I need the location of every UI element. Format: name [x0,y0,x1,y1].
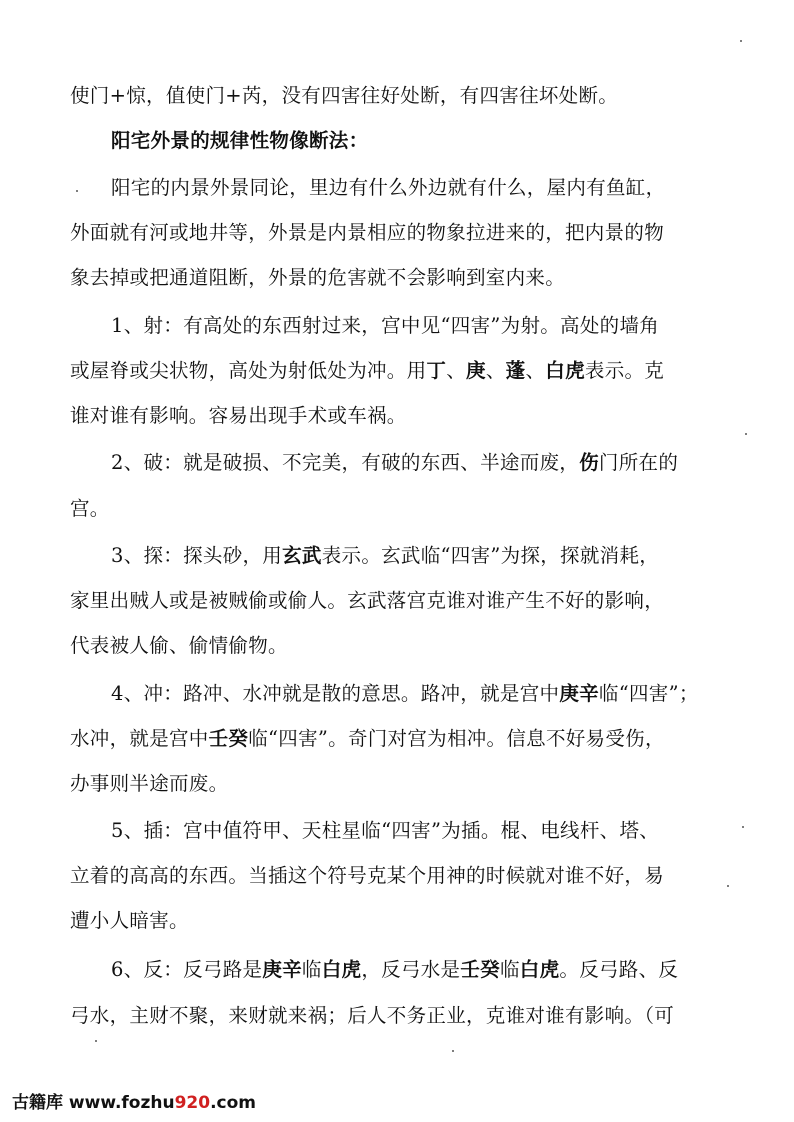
text-line [111,313,659,339]
text-run: 家里出贼人或是被贼偷或偷人。玄武落宫克谁对谁产生不好的影响， [70,589,665,612]
text-line [70,496,110,522]
scan-speck [742,826,744,828]
bold-term: 壬癸 [460,958,500,981]
text-run: 遭小人暗害。 [70,909,189,932]
text-run: 3、探：探头砂，用 [111,544,283,567]
bold-term: 白虎 [545,359,585,382]
bold-term: 白虎 [519,958,560,981]
text-line [70,726,665,752]
footer-url-suffix: .com [210,1093,257,1113]
scan-speck [95,1040,97,1042]
text-line [111,175,665,201]
text-run: 使门+惊，值使门+芮，没有四害往好处断，有四害往坏处断。 [70,84,619,107]
text-run: 2、破：就是破损、不完美，有破的东西、半途而废， [111,451,580,474]
footer-url-prefix: www.fozhu [68,1093,175,1113]
watermark-footer [12,1088,256,1113]
text-line [70,265,565,291]
text-line [111,681,699,707]
text-run: 6、反：反弓路是 [111,958,263,981]
text-run: 临“四害”； [598,682,699,705]
scan-speck [452,1050,454,1052]
text-run: 办事则半途而废。 [70,772,229,795]
text-run: 5、插：宫中值符甲、天柱星临“四害”为插。棍、电线杆、塔、 [111,819,660,842]
text-run: 宫。 [70,497,110,520]
text-run: 临 [301,958,322,981]
bold-term: 蓬 [505,359,526,382]
text-run: 、 [525,359,546,382]
bold-term: 白虎 [321,958,362,981]
text-run: ，反弓水是 [361,958,461,981]
text-run: 表示。克 [584,359,665,382]
text-run: 外面就有河或地井等，外景是内景相应的物象拉进来的，把内景的物 [70,221,665,244]
footer-site-name: 古籍库 [12,1093,63,1113]
text-line [70,771,228,797]
text-run: 临 [499,958,520,981]
scan-speck [76,190,78,192]
scan-speck [745,433,747,435]
scan-speck [727,885,729,887]
text-line [70,358,664,384]
text-line [70,588,664,614]
text-line [70,403,407,429]
text-run: 水冲，就是宫中 [70,727,209,750]
text-run: 、 [485,359,506,382]
text-run: 、 [446,359,467,382]
text-run: 临“四害”。奇门对宫为相冲。信息不好易受伤， [248,727,665,750]
text-run: 。反弓路、反 [559,958,679,981]
text-run: 4、冲：路冲、水冲就是散的意思。路冲，就是宫中 [111,682,560,705]
bold-term: 庚 [466,359,486,382]
text-run: 谁对谁有影响。容易出现手术或车祸。 [70,404,407,427]
bold-term: 丁 [426,359,447,382]
text-run: 表示。玄武临“四害”为探，探就消耗， [321,544,660,567]
section-heading: 阳宅外景的规律性物像断法： [111,129,369,152]
text-line [70,863,664,889]
text-run: 门所在的 [598,451,679,474]
bold-term: 玄武 [282,544,322,567]
text-run: 立着的高高的东西。当插这个符号克某个用神的时候就对谁不好，易 [70,864,665,887]
text-line [111,818,659,844]
text-run: 代表被人偷、偷情偷物。 [70,634,288,657]
bold-term: 壬癸 [208,727,249,750]
text-line [70,908,189,934]
text-run: 阳宅的内景外景同论，里边有什么外边就有什么，屋内有鱼缸， [111,176,666,199]
footer-url-number: 920 [174,1093,211,1113]
scan-speck [740,40,742,42]
text-line [111,543,659,569]
text-line [70,1003,674,1029]
text-run: 或屋脊或尖状物，高处为射低处为冲。用 [70,359,427,382]
bold-term: 伤 [579,451,599,474]
text-line [70,220,664,246]
text-line [70,633,288,659]
bold-term: 庚辛 [559,682,599,705]
text-run: 弓水，主财不聚，来财就来祸；后人不务正业，克谁对谁有影响。（可 [70,1004,675,1027]
text-run: 象去掉或把通道阻断，外景的危害就不会影响到室内来。 [70,266,566,289]
text-line [70,83,618,109]
text-line [111,957,678,983]
text-line [111,450,678,476]
text-run: 1、射：有高处的东西射过来，宫中见“四害”为射。高处的墙角 [111,314,660,337]
bold-term: 庚辛 [262,958,302,981]
